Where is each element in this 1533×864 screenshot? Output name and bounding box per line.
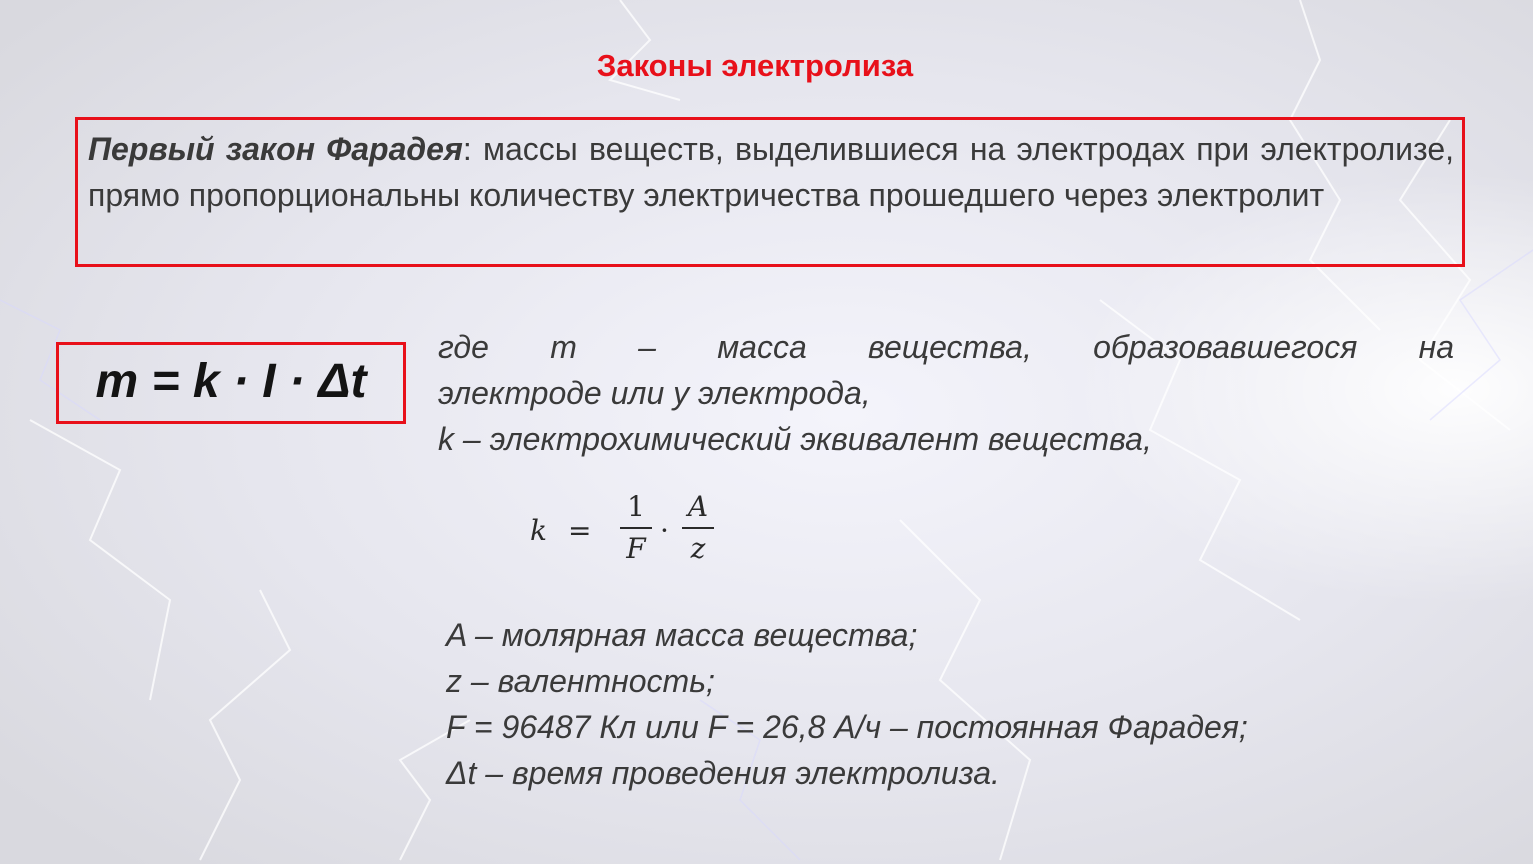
slide-title: Законы электролиза (596, 48, 914, 83)
definition-molar-mass: A – молярная масса вещества; (446, 617, 918, 653)
fraction-numerator: A (687, 490, 709, 523)
law-statement (88, 126, 1454, 218)
k-formula-lhs: k (530, 514, 547, 547)
definitions-list (446, 612, 1446, 796)
fraction-one-over-f (616, 490, 656, 566)
k-formula (530, 490, 730, 580)
fraction-bar (682, 527, 714, 529)
where-line: электроде или у электрода, (438, 375, 871, 411)
k-formula-equals: = (568, 514, 592, 547)
fraction-bar (620, 527, 652, 529)
fraction-denominator: z (690, 532, 706, 565)
where-line: где m – масса вещества, образовавшегося на (438, 329, 1454, 365)
definition-valence: z – валентность; (446, 663, 715, 699)
definition-faraday-constant: F = 96487 Кл или F = 26,8 А/ч – постоянная Фарадея; (446, 709, 1248, 745)
law-name: Первый закон Фарадея (88, 131, 463, 167)
law-description: массы веществ, выделившиеся на электродах при электролизе, прямо пропорциональны количеству электричества прошедшего через электролит (88, 131, 1455, 213)
k-formula-dot: · (660, 514, 669, 547)
fraction-a-over-z (678, 490, 718, 566)
where-explanation (438, 324, 1454, 462)
where-line: k – электрохимический эквивалент вещества, (438, 421, 1152, 457)
definition-time: Δt – время проведения электролиза. (446, 755, 1000, 791)
fraction-numerator: 1 (627, 490, 645, 523)
main-formula: m = k · I · Δt (95, 355, 367, 408)
fraction-denominator: F (626, 532, 646, 565)
law-colon: : (462, 131, 472, 167)
